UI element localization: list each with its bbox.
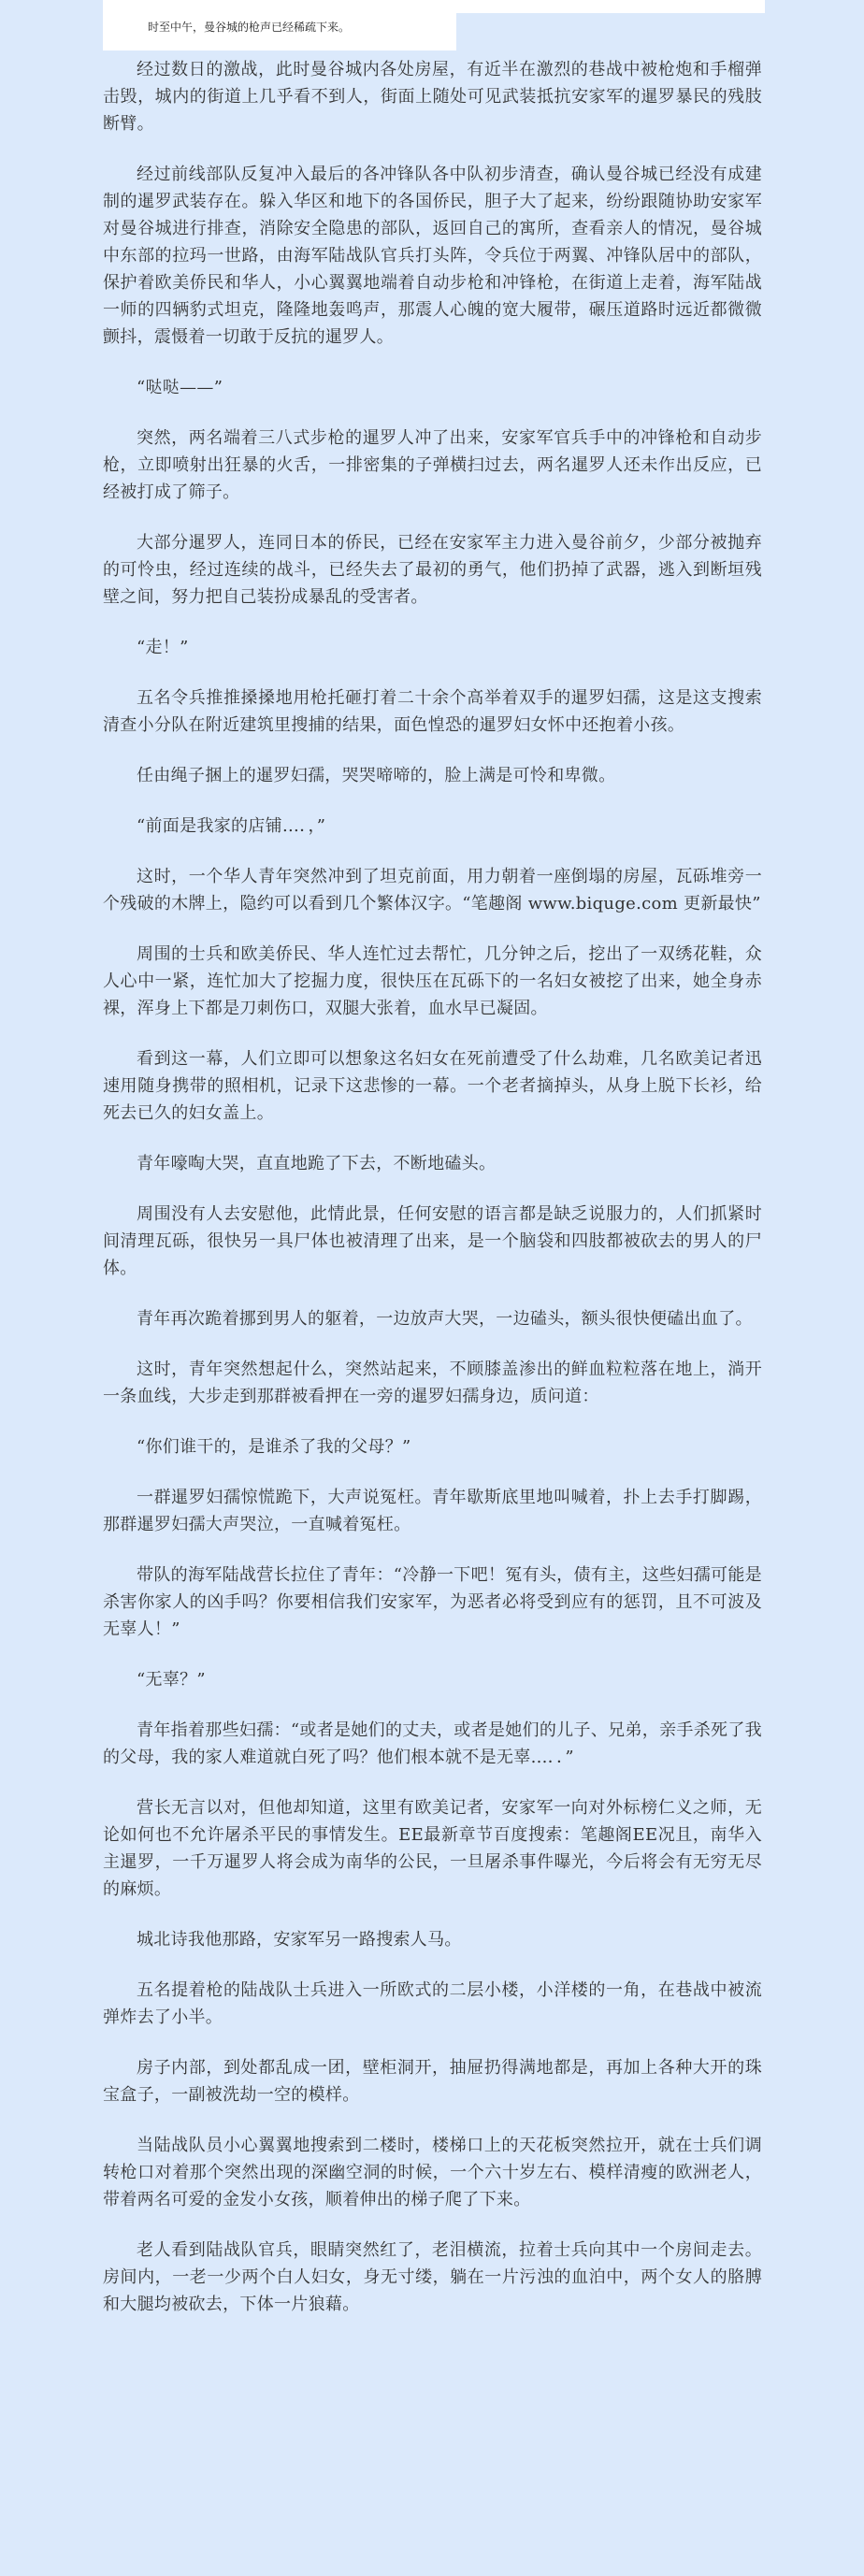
paragraph: 带队的海军陆战营长拉住了青年：“冷静一下吧！冤有头，债有主，这些妇孺可能是杀害你家人的凶手吗？你要相信我们安家军，为恶者必将受到应有的惩罚，且不可波及无辜人！” [103,1565,762,1639]
paragraph: 这时，青年突然想起什么，突然站起来，不顾膝盖渗出的鲜血粒粒落在地上，淌开一条血线，大步走到那群被看押在一旁的暹罗妇孺身边，质问道： [103,1360,762,1406]
paragraph: 青年指着那些妇孺：“或者是她们的丈夫，或者是她们的儿子、兄弟，亲手杀死了我的父母，我的家人难道就白死了吗？他们根本就不是无辜…．．” [103,1720,762,1767]
paragraph: 老人看到陆战队官兵，眼睛突然红了，老泪横流，拉着士兵向其中一个房间走去。房间内，一老一少两个白人妇女，身无寸缕，躺在一片污浊的血泊中，两个女人的胳膊和大腿均被砍去，下体一片狼藉。 [103,2240,762,2314]
paragraph: 大部分暹罗人，连同日本的侨民，已经在安家军主力进入曼谷前夕，少部分被抛弃的可怜虫，经过连续的战斗，已经失去了最初的勇气，他们扔掉了武器，逃入到断垣残壁之间，努力把自己装扮成暴乱的受害者。 [103,533,762,607]
paragraph: 青年嚎啕大哭，直直地跪了下去，不断地磕头。 [137,1154,497,1173]
chapter-notice: 时至中午，曼谷城的枪声已经稀疏下来。 [103,13,456,50]
paragraph: 突然，两名端着三八式步枪的暹罗人冲了出来，安家军官兵手中的冲锋枪和自动步枪，立即喷射出狂暴的火舌，一排密集的子弹横扫过去，两名暹罗人还未作出反应，已经被打成了筛子。 [103,428,762,502]
paragraph: “无辜？” [137,1670,206,1690]
paragraph: 周围没有人去安慰他，此情此景，任何安慰的语言都是缺乏说服力的，人们抓紧时间清理瓦砾，很快另一具尸体也被清理了出来，是一个脑袋和四肢都被砍去的男人的尸体。 [103,1204,762,1278]
paragraph: 房子内部，到处都乱成一团，壁柜洞开，抽屉扔得满地都是，再加上各种大开的珠宝盒子，一副被洗劫一空的模样。 [103,2058,762,2105]
paragraph: 任由绳子捆上的暹罗妇孺，哭哭啼啼的，脸上满是可怜和卑微。 [137,766,616,785]
paragraph: 青年再次跪着挪到男人的躯着，一边放声大哭，一边磕头，额头很快便磕出血了。 [137,1309,753,1329]
paragraph: “前面是我家的店铺…．，” [137,816,326,836]
paragraph: 当陆战队员小心翼翼地搜索到二楼时，楼梯口上的天花板突然拉开，就在士兵们调转枪口对着那个突然出现的深幽空洞的时候，一个六十岁左右、模样清瘦的欧洲老人，带着两名可爱的金发小女孩，顺着伸出的梯子爬了下来。 [103,2136,762,2209]
paragraph: “哒哒——” [137,378,223,397]
top-white-bar [103,0,765,13]
chapter-content [103,56,762,2341]
paragraph: 经过前线部队反复冲入最后的各冲锋队各中队初步清查，确认曼谷城已经没有成建制的暹罗武装存在。躲入华区和地下的各国侨民，胆子大了起来，纷纷跟随协助安家军对曼谷城进行排查，消除安全隐患的部队，返回自己的寓所，查看亲人的情况，曼谷城中东部的拉玛一世路，由海军陆战队官兵打头阵，令兵位于两翼、冲锋队居中的部队，保护着欧美侨民和华人，小心翼翼地端着自动步枪和冲锋枪，在街道上走着，海军陆战一师的四辆豹式坦克，隆隆地轰鸣声，那震人心魄的宽大履带，碾压道路时远近都微微颤抖，震慑着一切敢于反抗的暹罗人。 [103,165,762,347]
paragraph: “走！” [137,638,189,657]
paragraph: 看到这一幕，人们立即可以想象这名妇女在死前遭受了什么劫难，几名欧美记者迅速用随身携带的照相机，记录下这悲惨的一幕。一个老者摘掉头，从身上脱下长衫，给死去已久的妇女盖上。 [103,1049,762,1123]
paragraph: 经过数日的激战，此时曼谷城内各处房屋，有近半在激烈的巷战中被枪炮和手榴弹击毁，城内的街道上几乎看不到人，街面上随处可见武装抵抗安家军的暹罗暴民的残肢断臂。 [103,60,762,134]
paragraph: 这时，一个华人青年突然冲到了坦克前面，用力朝着一座倒塌的房屋，瓦砾堆旁一个残破的木牌上，隐约可以看到几个繁体汉字。“笔趣阁 www.biquge.com 更新最快” [103,867,762,914]
paragraph: 五名令兵推推搡搡地用枪托砸打着二十余个高举着双手的暹罗妇孺，这是这支搜索清查小分队在附近建筑里搜捕的结果，面色惶恐的暹罗妇女怀中还抱着小孩。 [103,688,762,735]
paragraph: 周围的士兵和欧美侨民、华人连忙过去帮忙，几分钟之后，挖出了一双绣花鞋，众人心中一紧，连忙加大了挖掘力度，很快压在瓦砾下的一名妇女被挖了出来，她全身赤裸，浑身上下都是刀刺伤口，双腿大张着，血水早已凝固。 [103,944,762,1018]
paragraph: 营长无言以对，但他却知道，这里有欧美记者，安家军一向对外标榜仁义之师，无论如何也不允许屠杀平民的事情发生。EE最新章节百度搜索：笔趣阁EE况且，南华入主暹罗，一千万暹罗人将会成为南华的公民，一旦屠杀事件曝光，今后将会有无穷无尽的麻烦。 [103,1798,762,1899]
paragraph: 一群暹罗妇孺惊慌跪下，大声说冤枉。青年歇斯底里地叫喊着，扑上去手打脚踢，那群暹罗妇孺大声哭泣，一直喊着冤枉。 [103,1488,762,1534]
paragraph: 五名提着枪的陆战队士兵进入一所欧式的二层小楼，小洋楼的一角，在巷战中被流弹炸去了小半。 [103,1980,762,2027]
paragraph: 城北诗我他那路，安家军另一路搜索人马。 [137,1930,462,1950]
paragraph: “你们谁干的，是谁杀了我的父母？” [137,1437,411,1457]
